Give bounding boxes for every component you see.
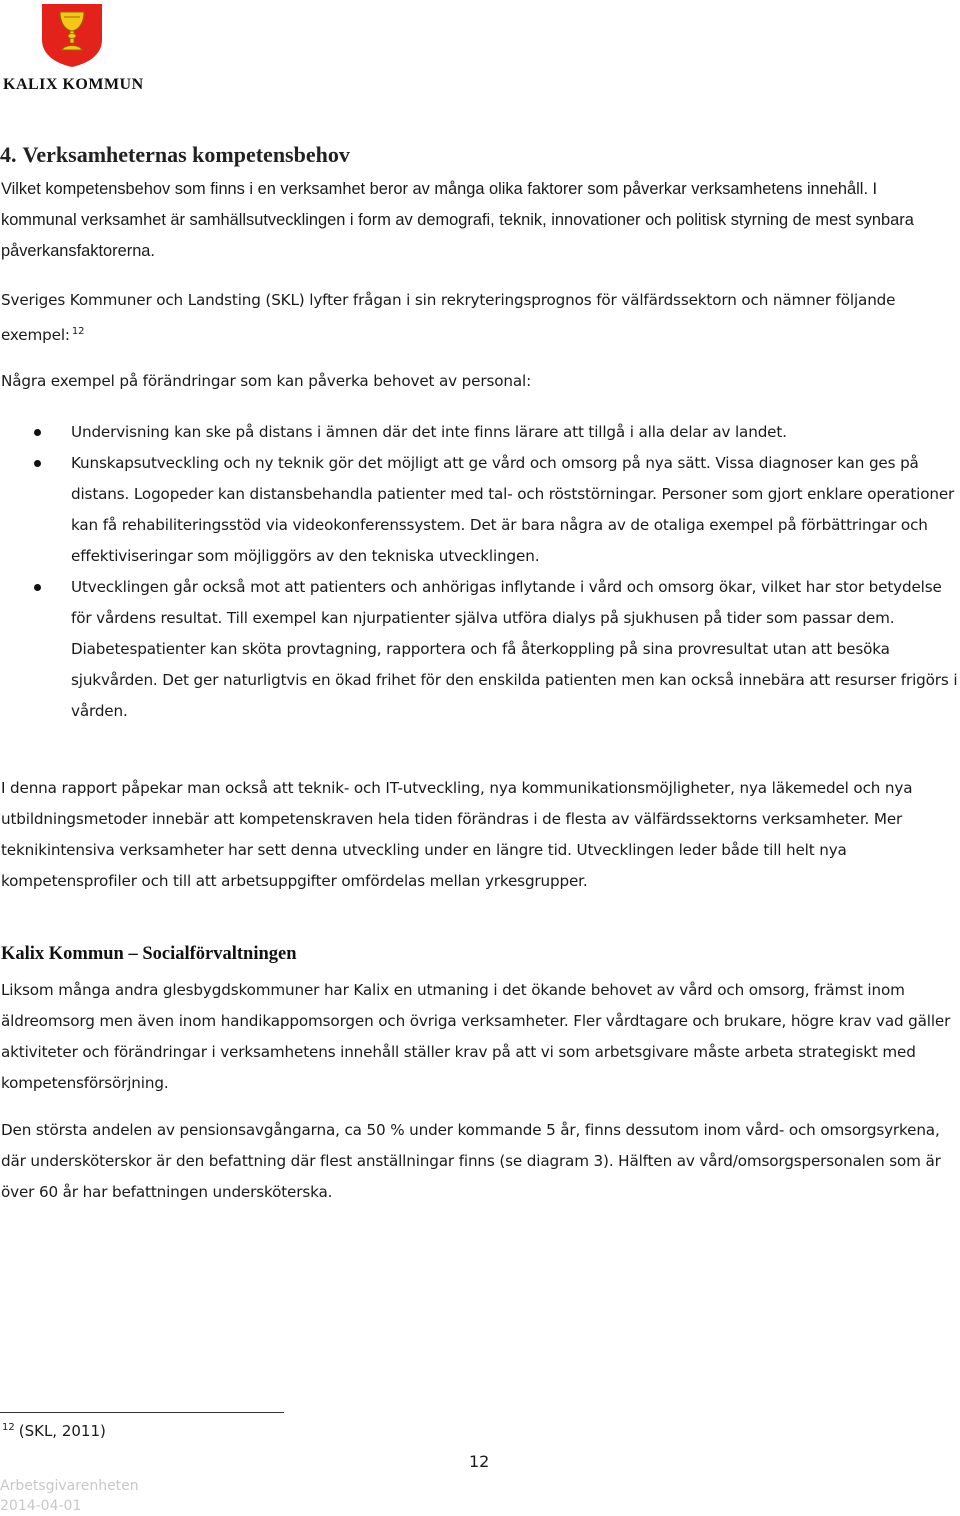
page-number: 12 [469,1452,490,1471]
list-item-text: Undervisning kan ske på distans i ämnen där det inte finns lärare att tillgå i alla delar av landet. [71,423,787,441]
bullet-list [0,417,960,727]
report-paragraph: I denna rapport påpekar man också att teknik- och IT-utveckling, nya kommunikationsmöjligheter, nya läkemedel och nya utbildningsmetoder innebär att kompetenskraven hela tiden förändras i de flesta av välfärdssektorns verksamheter. Mer teknikintensiva verksamheter har sett denna utveckling under en längre tid. Utvecklingen leder både till helt nya kompetensprofiler och till att arbetsuppgifter omfördelas mellan yrkesgrupper. [1,779,913,890]
examples-lead: Några exempel på förändringar som kan påverka behovet av personal: [1,372,532,390]
list-item-text: Utvecklingen går också mot att patienters och anhörigas inflytande i vård och omsorg ökar, vilket har stor betydelse för vårdens resultat. Till exempel kan njurpatienter själva utföra dialys på sjukhusen på tider som passar dem. Diabetespatienter kan sköta provtagning, rapportera och få återkoppling på sina provresultat utan att besöka sjukvården. Det ger naturligtvis en ökad frihet för den enskilda patienten men kan också innebära att resurser frigörs i vården. [71,578,958,720]
footnote-number: 12 [2,1422,15,1433]
footnote-divider [0,1412,284,1413]
skl-text: Sveriges Kommuner och Landsting (SKL) lyfter frågan i sin rekryteringsprognos för välfärdssektorn och nämner följande exempel: [1,291,896,345]
footnote [2,1422,106,1440]
bullet-icon [34,584,41,591]
footnote-text: (SKL, 2011) [18,1422,106,1440]
list-item [0,448,960,572]
list-item [0,417,960,448]
org-name: KALIX KOMMUN [3,76,144,93]
footnote-ref: 12 [71,326,85,337]
section-number: 4. [0,142,17,167]
footer-department: Arbetsgivarenheten [0,1478,139,1494]
subheading: Kalix Kommun – Socialförvaltningen [1,944,297,964]
coat-of-arms-chalice-icon [38,2,106,68]
bullet-icon [34,460,41,467]
intro-paragraph: Vilket kompetensbehov som finns i en verksamhet beror av många olika faktorer som påverkar verksamhetens innehåll. I kommunal verksamhet är samhällsutvecklingen i form av demografi, teknik, innovationer och politisk styrning de mest synbara påverkansfaktorerna. [1,180,914,260]
section-heading [0,142,350,168]
list-item [0,572,960,727]
pension-paragraph: Den största andelen av pensionsavgångarna, ca 50 % under kommande 5 år, finns dessutom inom vård- och omsorgsyrkena, där undersköterskor är den befattning där flest anställningar finns (se diagram 3). Hälften av vård/omsorgspersonalen som är över 60 år har befattningen undersköterska. [1,1121,941,1201]
skl-paragraph [1,285,957,351]
section-title: Verksamheternas kompetensbehov [22,142,350,167]
bullet-icon [34,429,41,436]
kalix-paragraph: Liksom många andra glesbygdskommuner har Kalix en utmaning i det ökande behovet av vård och omsorg, främst inom äldreomsorg men även inom handikappomsorgen och övriga verksamheter. Fler vårdtagare och brukare, högre krav vad gäller aktiviteter och förändringar i verksamhetens innehåll ställer krav på att vi som arbetsgivare måste arbeta strategiskt med kompetensförsörjning. [1,981,951,1092]
footer-date: 2014-04-01 [0,1498,82,1514]
list-item-text: Kunskapsutveckling och ny teknik gör det möjligt att ge vård och omsorg på nya sätt. Vissa diagnoser kan ges på distans. Logopeder kan distansbehandla patienter med tal- och röststörningar. Personer som gjort enklare operationer kan få rehabiliteringsstöd via videokonferenssystem. Det är bara några av de otaliga exempel på förbättringar och effektiviseringar som möjliggörs av den tekniska utvecklingen. [71,454,955,565]
